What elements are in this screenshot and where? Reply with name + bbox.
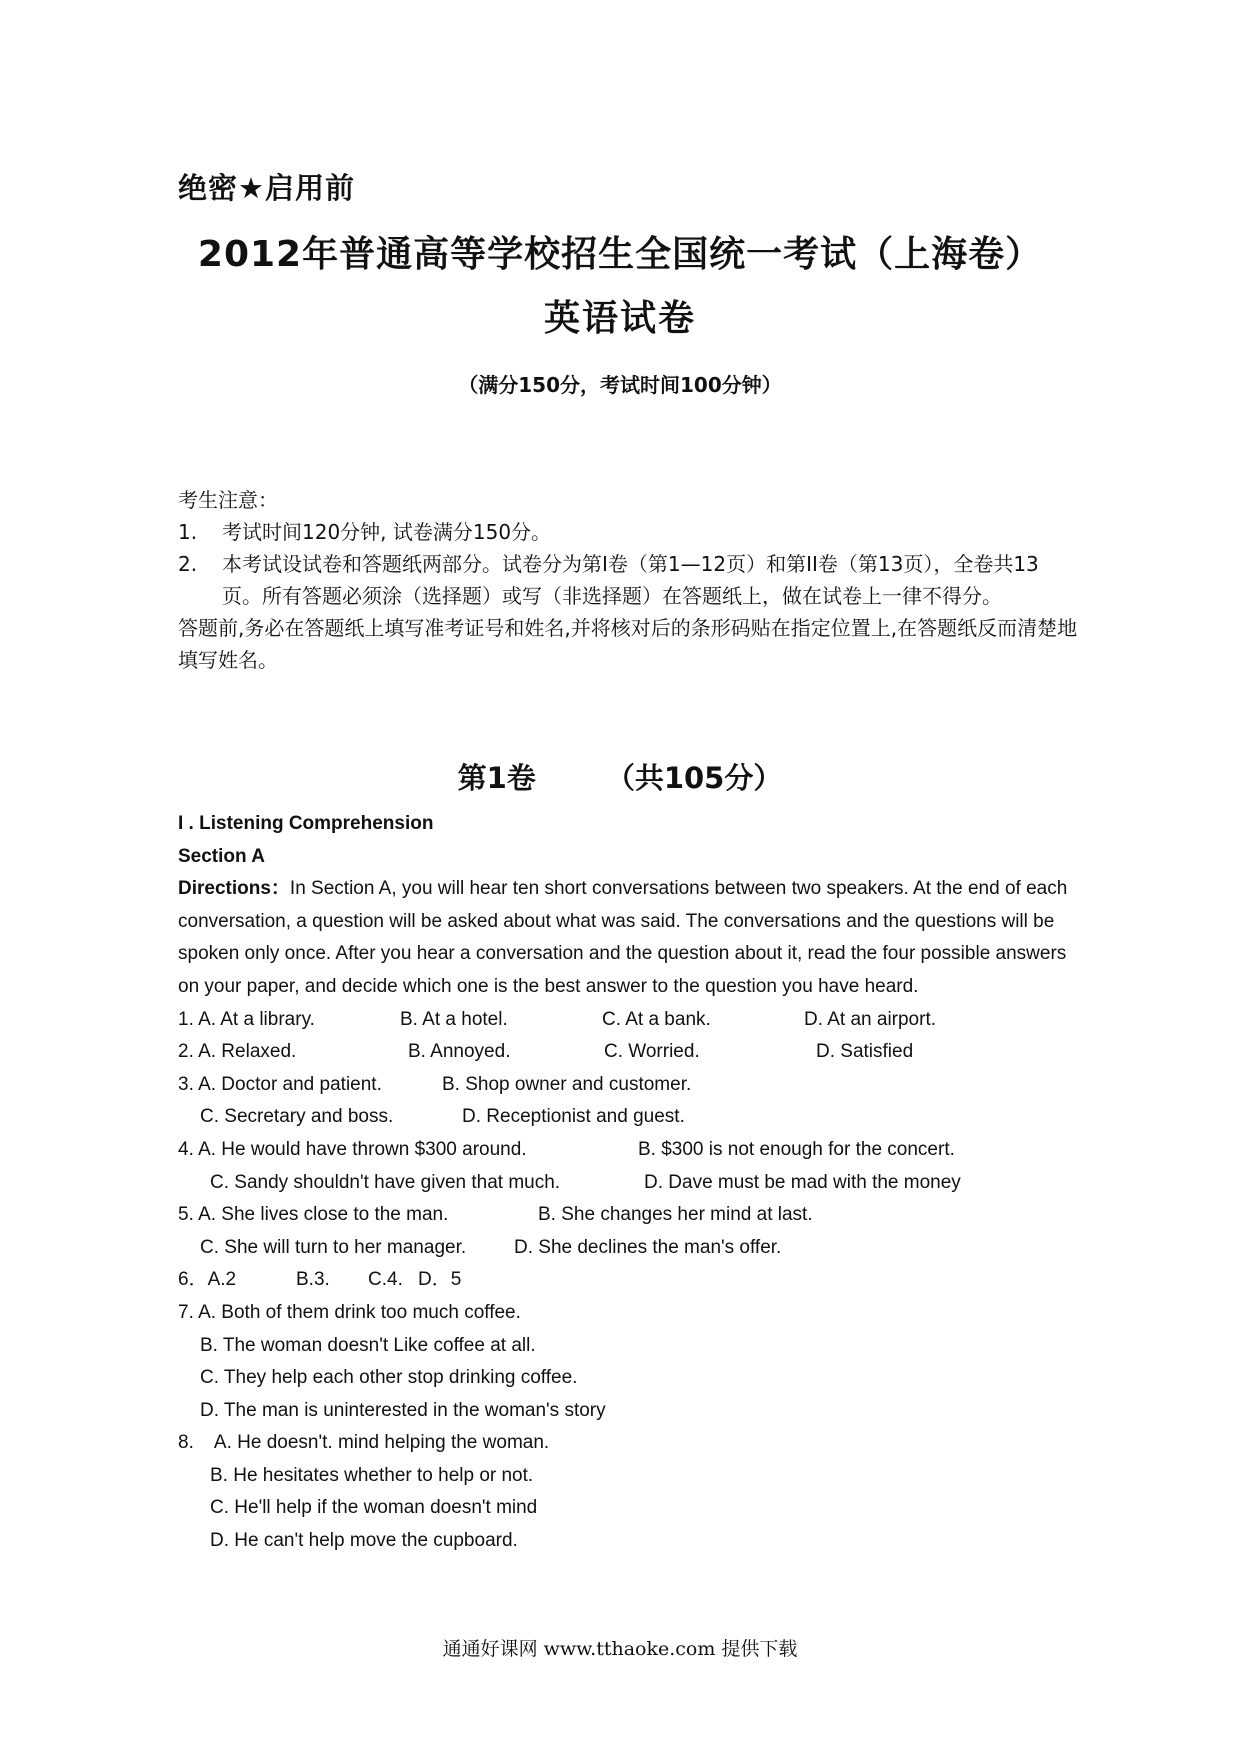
question-row xyxy=(178,1167,1078,1200)
option: C. He'll help if the woman doesn't mind xyxy=(210,1497,538,1519)
directions xyxy=(178,873,1078,1003)
question-row xyxy=(178,1004,1078,1037)
option: D. At an airport. xyxy=(804,1008,937,1030)
candidate-notice xyxy=(178,484,1078,676)
option: 5. A. She lives close to the man. xyxy=(178,1204,449,1226)
volume-points: （共105分） xyxy=(605,761,783,795)
question-row xyxy=(178,1134,1078,1167)
question-row xyxy=(178,1525,1078,1558)
question-row xyxy=(178,1101,1078,1134)
option: 1. A. At a library. xyxy=(178,1008,315,1030)
question-row xyxy=(178,1427,1078,1460)
notice-item-number: 1. xyxy=(178,520,198,544)
option: C. Secretary and boss. xyxy=(200,1106,394,1128)
question-row xyxy=(178,1395,1078,1428)
option: 8. A. He doesn't. mind helping the woman. xyxy=(178,1432,550,1454)
notice-item-text: 考试时间120分钟, 试卷满分150分。 xyxy=(222,520,552,544)
option: B. $300 is not enough for the concert. xyxy=(638,1138,955,1160)
option: B. She changes her mind at last. xyxy=(538,1204,813,1226)
notice-footer-text: 答题前,务必在答题纸上填写准考证号和姓名,并将核对后的条形码贴在指定位置上,在答题纸反而清楚地填写姓名。 xyxy=(178,616,1078,672)
directions-label: Directions： xyxy=(178,878,290,900)
option: D. Receptionist and guest. xyxy=(462,1106,685,1128)
option: B.3. xyxy=(296,1269,330,1291)
option: D. He can't help move the cupboard. xyxy=(210,1530,518,1552)
exam-title: 2012年普通高等学校招生全国统一考试（上海卷） xyxy=(197,234,1043,275)
volume-name: 第1卷 xyxy=(457,761,536,795)
exam-subtitle: 英语试卷 xyxy=(543,298,696,339)
option: 7. A. Both of them drink too much coffee. xyxy=(178,1301,521,1323)
option: 2. A. Relaxed. xyxy=(178,1041,297,1063)
directions-text: In Section A, you will hear ten short conversations between two speakers. At the end of each conversation, a question will be asked about what was said. The conversations and the questions will be spoken only once. After you hear a conversation and the question about it, read the four possible answers on your paper, and decide which one is the best answer to the question you have heard. xyxy=(178,878,1068,997)
option: B. He hesitates whether to help or not. xyxy=(210,1464,534,1486)
question-row xyxy=(178,1362,1078,1395)
option: B. Annoyed. xyxy=(408,1041,511,1063)
question-row xyxy=(178,1297,1078,1330)
score-time-note: （满分150分，考试时间100分钟） xyxy=(458,373,782,397)
section-title: Section A xyxy=(178,845,265,867)
notice-item xyxy=(178,548,1078,612)
question-row xyxy=(178,1460,1078,1493)
notice-item-text: 本考试设试卷和答题纸两部分。试卷分为第I卷（第1—12页）和第II卷（第13页），全卷共13页。所有答题必须涂（选择题）或写（非选择题）在答题纸上，做在试卷上一律不得分。 xyxy=(222,552,1039,608)
option: 6．A.2 xyxy=(178,1269,237,1291)
option: D. She declines the man's offer. xyxy=(514,1236,782,1258)
page-footer: 通通好课网 www.tthaoke.com 提供下载 xyxy=(442,1638,798,1660)
option: B. At a hotel. xyxy=(400,1008,508,1030)
option: C. At a bank. xyxy=(602,1008,711,1030)
option: D．5 xyxy=(418,1269,462,1291)
question-row xyxy=(178,1264,1078,1297)
notice-item xyxy=(178,516,1078,548)
question-row xyxy=(178,1330,1078,1363)
option: B. The woman doesn't Like coffee at all. xyxy=(200,1334,536,1356)
confidential-label: 绝密★启用前 xyxy=(178,171,355,205)
option: C.4. xyxy=(368,1269,403,1291)
option: 3. A. Doctor and patient. xyxy=(178,1073,382,1095)
question-row xyxy=(178,1199,1078,1232)
option: D. Satisfied xyxy=(816,1041,914,1063)
option: C. She will turn to her manager. xyxy=(200,1236,467,1258)
listening-section xyxy=(178,808,1078,1558)
volume-heading xyxy=(0,756,1240,797)
question-row xyxy=(178,1492,1078,1525)
notice-list xyxy=(178,516,1078,612)
notice-heading: 考生注意： xyxy=(178,488,278,512)
question-row xyxy=(178,1232,1078,1265)
option: B. Shop owner and customer. xyxy=(442,1073,692,1095)
question-row xyxy=(178,1069,1078,1102)
option: 4. A. He would have thrown $300 around. xyxy=(178,1138,527,1160)
part-title: I . Listening Comprehension xyxy=(178,813,434,834)
option: D. Dave must be mad with the money xyxy=(644,1171,961,1193)
option: C. They help each other stop drinking coffee. xyxy=(200,1367,578,1389)
notice-item-number: 2. xyxy=(178,552,198,576)
option: D. The man is uninterested in the woman's story xyxy=(200,1399,606,1421)
option: C. Sandy shouldn't have given that much. xyxy=(210,1171,561,1193)
question-row xyxy=(178,1036,1078,1069)
option: C. Worried. xyxy=(604,1041,700,1063)
